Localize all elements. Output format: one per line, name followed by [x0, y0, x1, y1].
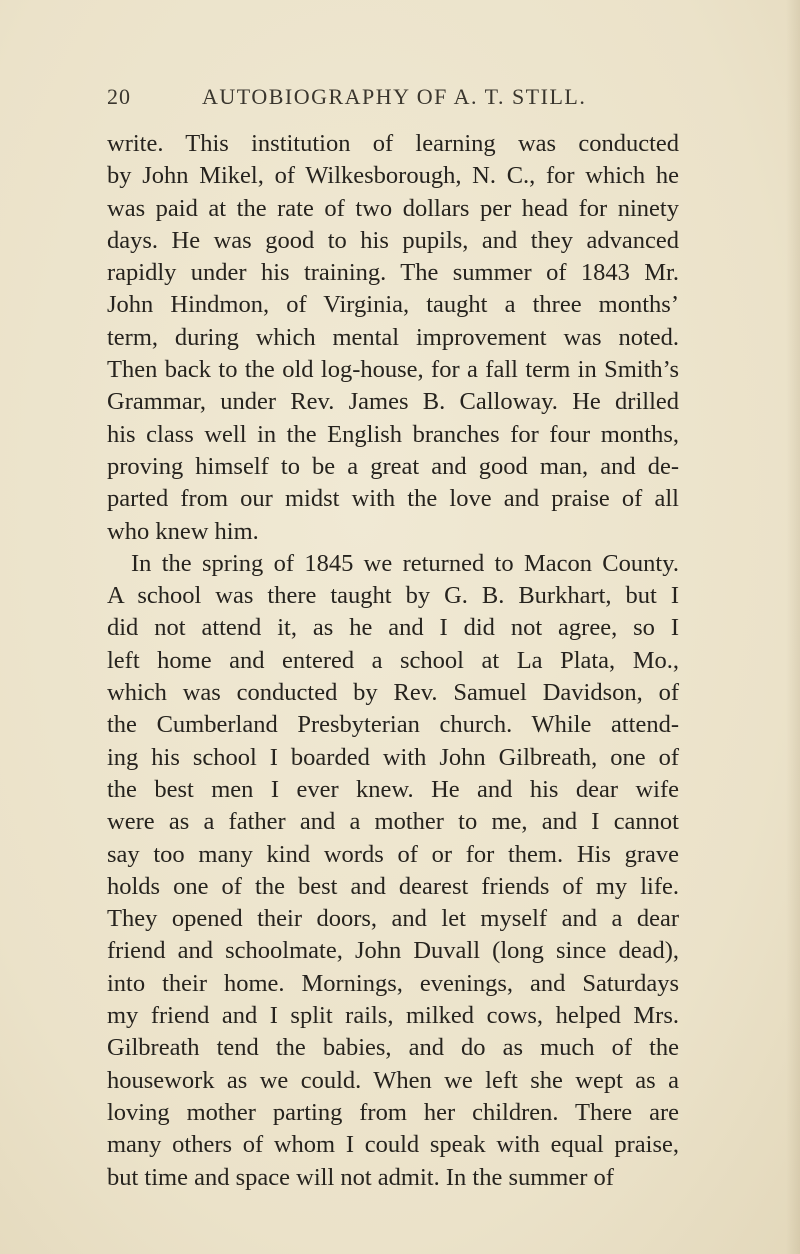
text-line: holds one of the best and dearest friends of my life. [107, 872, 679, 900]
text-line: In the spring of 1845 we returned to Macon County. [131, 549, 679, 577]
text-line: but time and space will not admit. In the summer of [107, 1163, 614, 1191]
text-line: A school was there taught by G. B. Burkhart, but I [107, 582, 679, 610]
text-line: Grammar, under Rev. James B. Calloway. He drilled [107, 388, 679, 416]
text-line: rapidly under his training. The summer of 1843 Mr. [107, 259, 679, 287]
text-line: days. He was good to his pupils, and they advanced [107, 226, 679, 254]
text-line: my friend and I split rails, milked cows, helped Mrs. [107, 1002, 679, 1030]
text-line: ing his school I boarded with John Gilbreath, one of [107, 743, 679, 771]
text-line: proving himself to be a great and good man, and de- [107, 452, 679, 480]
text-line: who knew him. [107, 517, 259, 545]
text-line: Gilbreath tend the babies, and do as much of the [107, 1034, 679, 1062]
page-edge-shadow [786, 0, 800, 1254]
text-line: by John Mikel, of Wilkesborough, N. C., for which he [107, 162, 679, 190]
text-line: into their home. Mornings, evenings, and Saturdays [107, 969, 679, 997]
text-line: They opened their doors, and let myself and a dear [107, 905, 679, 933]
text-line: say too many kind words of or for them. His grave [107, 840, 679, 868]
paragraph-2 [107, 548, 679, 1194]
page-number: 20 [107, 84, 131, 109]
text-line: the Cumberland Presbyterian church. While attend- [107, 711, 679, 739]
text-line: which was conducted by Rev. Samuel Davidson, of [107, 679, 679, 707]
text-line: was paid at the rate of two dollars per head for ninety [107, 194, 679, 222]
text-line: John Hindmon, of Virginia, taught a three months’ [107, 291, 679, 319]
text-line: housework as we could. When we left she wept as a [107, 1066, 679, 1094]
text-line: were as a father and a mother to me, and I cannot [107, 808, 679, 836]
text-line: write. This institution of learning was conducted [107, 130, 679, 157]
body-text [107, 128, 679, 1194]
text-line: many others of whom I could speak with equal praise, [107, 1131, 679, 1159]
text-line: Then back to the old log-house, for a fall term in Smith’s [107, 356, 679, 384]
text-line: the best men I ever knew. He and his dear wife [107, 775, 679, 803]
page-header [107, 84, 687, 114]
text-line: did not attend it, as he and I did not agree, so I [107, 614, 679, 642]
paragraph-1 [107, 128, 679, 548]
text-line: left home and entered a school at La Plata, Mo., [107, 646, 679, 674]
text-line: parted from our midst with the love and praise of all [107, 485, 679, 513]
text-line: loving mother parting from her children. There are [107, 1098, 679, 1126]
running-head: AUTOBIOGRAPHY OF A. T. STILL. [202, 84, 587, 109]
text-line: term, during which mental improvement was noted. [107, 323, 679, 351]
text-line: his class well in the English branches for four months, [107, 420, 679, 448]
text-line: friend and schoolmate, John Duvall (long since dead), [107, 937, 679, 965]
